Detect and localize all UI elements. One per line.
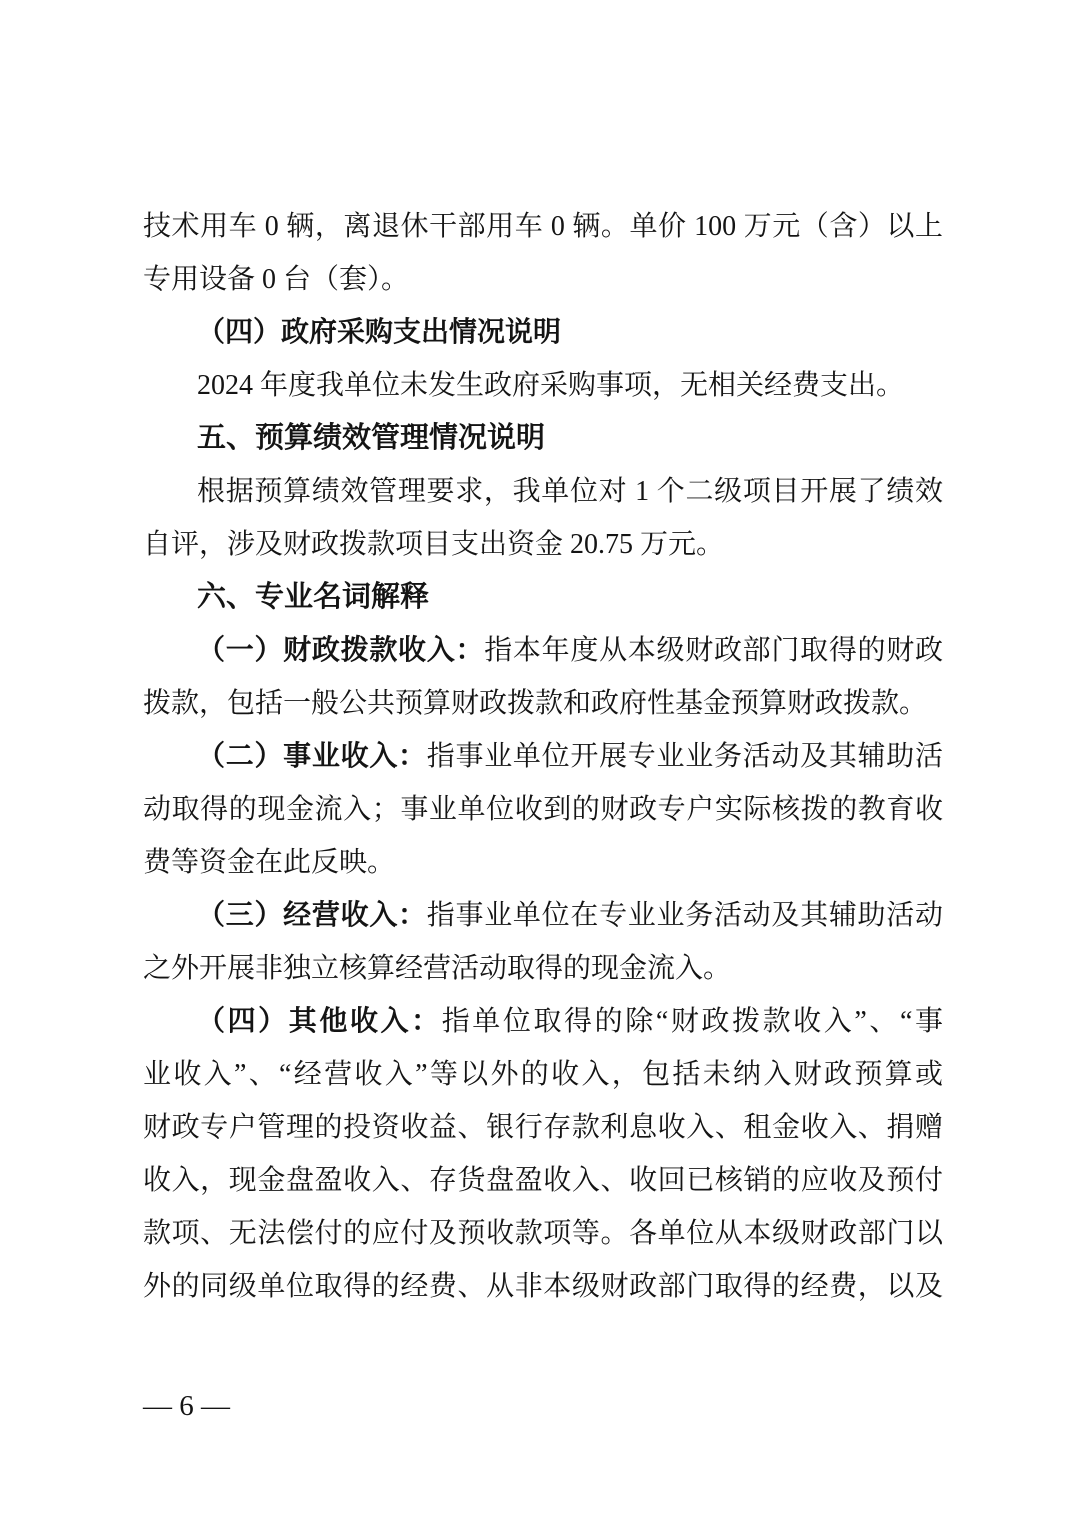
term-text: 指事业单位在专业业务活动及其辅助活动 — [426, 900, 943, 931]
term-text: 指本年度从本级财政部门取得的财政 — [484, 635, 943, 666]
term-label: （三）经营收入： — [197, 900, 427, 931]
text-line — [143, 995, 943, 1048]
text-line: 拨款，包括一般公共预算财政拨款和政府性基金预算财政拨款。 — [143, 688, 928, 719]
text-line — [143, 889, 943, 942]
term-other-income — [143, 995, 943, 1313]
term-label: （一）财政拨款收入： — [197, 635, 485, 666]
paragraph-vehicles-equipment — [143, 200, 943, 306]
text-line: 收入，现金盘盈收入、存货盘盈收入、收回已核销的应收及预付 — [143, 1165, 943, 1196]
document-body — [143, 200, 943, 1313]
section-heading-glossary: 六、专业名词解释 — [197, 581, 430, 613]
text-line: 根据预算绩效管理要求，我单位对 1 个二级项目开展了绩效 — [197, 476, 943, 507]
text-line — [143, 624, 943, 677]
term-text: 指事业单位开展专业业务活动及其辅助活 — [426, 741, 943, 772]
text-line: 专用设备 0 台（套）。 — [143, 264, 410, 295]
term-text: 指单位取得的除“财政拨款收入”、“事 — [441, 1006, 943, 1037]
term-label: （二）事业收入： — [197, 741, 427, 772]
text-line — [143, 730, 943, 783]
text-line: 之外开展非独立核算经营活动取得的现金流入。 — [143, 953, 732, 984]
section-heading-performance: 五、预算绩效管理情况说明 — [197, 422, 546, 454]
text-line: 财政专户管理的投资收益、银行存款利息收入、租金收入、捐赠 — [143, 1112, 943, 1143]
text-line: 业收入”、“经营收入”等以外的收入，包括未纳入财政预算或 — [143, 1059, 943, 1090]
text-line: 自评，涉及财政拨款项目支出资金 20.75 万元。 — [143, 529, 725, 560]
paragraph-procurement-statement — [143, 359, 943, 412]
text-line: 款项、无法偿付的应付及预收款项等。各单位从本级财政部门以 — [143, 1218, 943, 1249]
text-line: 技术用车 0 辆，离退休干部用车 0 辆。单价 100 万元（含）以上 — [143, 211, 943, 242]
term-business-income — [143, 889, 943, 995]
text-line: 外的同级单位取得的经费、从非本级财政部门取得的经费，以及 — [143, 1271, 943, 1302]
text-line: 费等资金在此反映。 — [143, 847, 396, 878]
page-number: — 6 — — [143, 1390, 230, 1422]
term-operating-income — [143, 730, 943, 889]
subheading-government-procurement: （四）政府采购支出情况说明 — [197, 317, 562, 348]
paragraph-performance-statement — [143, 465, 943, 571]
term-fiscal-appropriation-income — [143, 624, 943, 730]
term-label: （四）其他收入： — [197, 1006, 442, 1037]
text-line: 2024 年度我单位未发生政府采购事项，无相关经费支出。 — [197, 370, 905, 401]
text-line: 动取得的现金流入；事业单位收到的财政专户实际核拨的教育收 — [143, 794, 943, 825]
